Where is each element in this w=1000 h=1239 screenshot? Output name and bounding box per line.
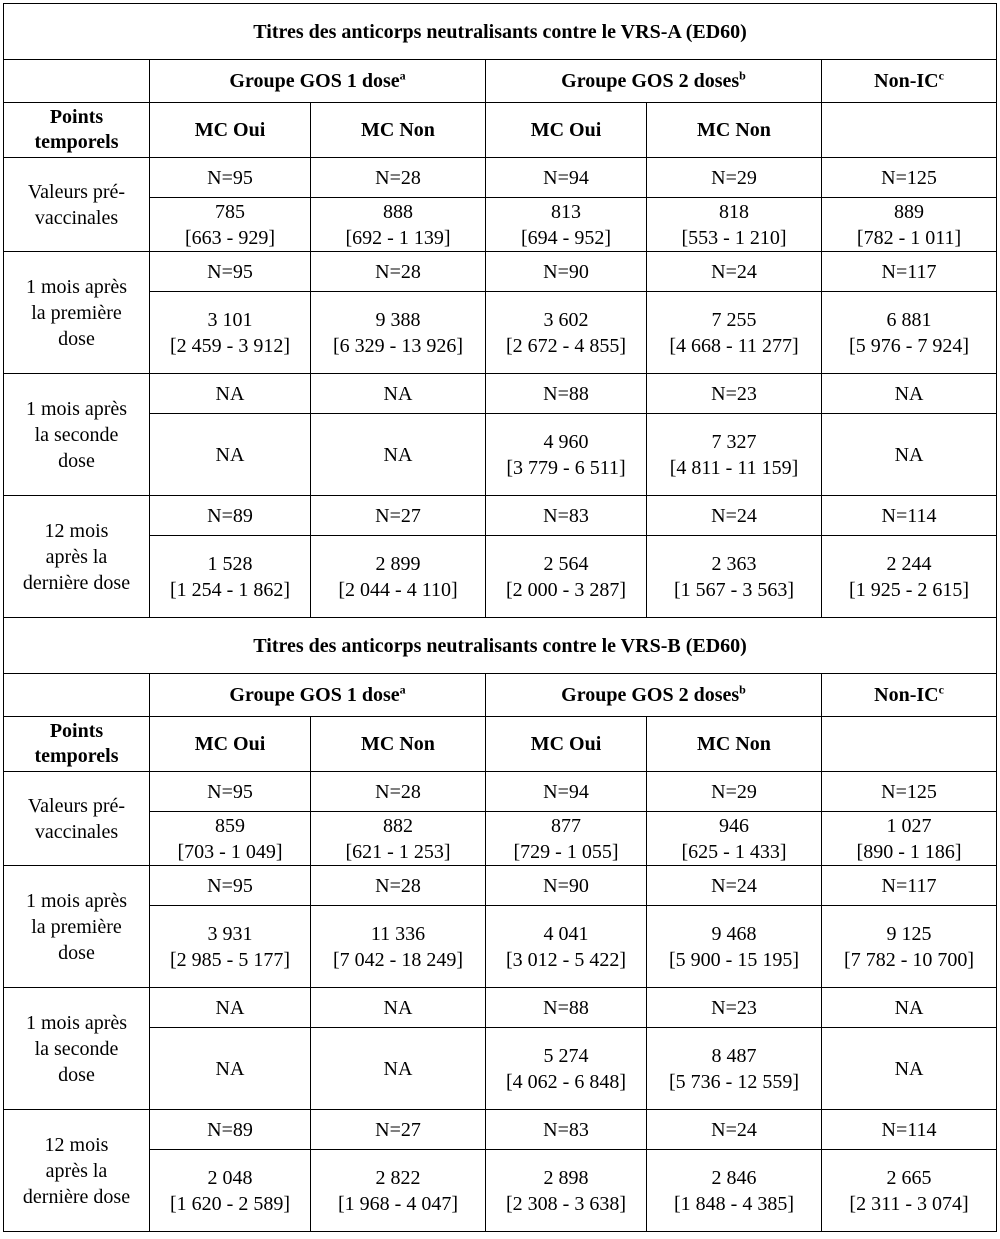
confidence-interval: [4 668 - 11 277] (669, 334, 799, 357)
value-row (4, 414, 997, 496)
titer-cell (647, 536, 822, 618)
time-point-label-line: dose (58, 327, 95, 350)
subgroup-header: MC Oui (486, 103, 647, 158)
subheader-row (4, 103, 997, 158)
titer-value: 888 (383, 200, 413, 223)
titer-cell (150, 414, 311, 496)
count-cell: N=89 (150, 496, 311, 536)
count-cell: N=88 (486, 988, 647, 1028)
titer-value: 6 881 (886, 308, 932, 331)
titer-value: NA (215, 1057, 245, 1080)
titer-cell (647, 1150, 822, 1232)
subgroup-header (822, 717, 997, 772)
time-point-label-line: 1 mois après (25, 397, 128, 420)
subgroup-header: MC Oui (486, 717, 647, 772)
titer-cell (486, 292, 647, 374)
titer-value: 2 846 (711, 1166, 757, 1189)
time-points-header (4, 717, 150, 772)
titer-cell (486, 198, 647, 252)
confidence-interval: [6 329 - 13 926] (333, 334, 463, 357)
titer-cell (311, 812, 486, 866)
titer-value: 1 528 (207, 552, 253, 575)
titer-cell (311, 198, 486, 252)
subheader-row (4, 717, 997, 772)
confidence-interval: [625 - 1 433] (681, 840, 787, 863)
confidence-interval: [2 308 - 3 638] (506, 1192, 626, 1215)
time-point-label-line: 1 mois après (25, 275, 128, 298)
time-point-label-line: dernière dose (22, 571, 131, 594)
confidence-interval: [621 - 1 253] (345, 840, 451, 863)
time-point-label-line: après la (45, 1159, 108, 1182)
count-cell: NA (150, 374, 311, 414)
titer-cell (311, 906, 486, 988)
subgroup-header: MC Non (311, 103, 486, 158)
titer-cell (486, 414, 647, 496)
confidence-interval: [5 900 - 15 195] (669, 948, 799, 971)
count-cell: N=28 (311, 252, 486, 292)
titer-value: 3 602 (543, 308, 589, 331)
confidence-interval: [5 736 - 12 559] (669, 1070, 799, 1093)
footnote-marker: b (739, 68, 746, 83)
titer-cell (150, 1028, 311, 1110)
count-cell: NA (311, 374, 486, 414)
group-header-label: Groupe GOS 2 doses (561, 684, 740, 706)
titer-cell (311, 292, 486, 374)
titer-value: 4 960 (543, 430, 589, 453)
value-row (4, 292, 997, 374)
time-point-label-line: dernière dose (22, 1185, 131, 1208)
footnote-marker: b (739, 682, 746, 697)
count-cell: N=29 (647, 158, 822, 198)
titer-cell (822, 536, 997, 618)
count-cell: N=89 (150, 1110, 311, 1150)
confidence-interval: [1 968 - 4 047] (338, 1192, 458, 1215)
time-points-header-line: temporels (34, 745, 119, 767)
footnote-marker: a (399, 68, 406, 83)
titer-value: 3 101 (207, 308, 253, 331)
titer-value: 889 (894, 200, 925, 223)
count-cell: N=95 (150, 866, 311, 906)
titer-cell (150, 1150, 311, 1232)
titer-cell (486, 1150, 647, 1232)
time-point-label-line: Valeurs pré- (27, 180, 126, 203)
titer-value: NA (215, 443, 245, 466)
titer-cell (311, 1150, 486, 1232)
confidence-interval: [553 - 1 210] (681, 226, 787, 249)
titer-cell (150, 812, 311, 866)
titer-value: 877 (551, 814, 581, 837)
count-row (4, 374, 997, 414)
footnote-marker: c (938, 68, 944, 83)
titer-value: 818 (719, 200, 749, 223)
empty-corner-cell (4, 60, 150, 103)
group-header (150, 60, 486, 103)
count-cell: N=27 (311, 496, 486, 536)
group-header (822, 674, 997, 717)
titer-value: 2 899 (375, 552, 421, 575)
count-row (4, 252, 997, 292)
titer-cell (647, 812, 822, 866)
titer-value: 9 125 (886, 922, 932, 945)
count-cell: N=90 (486, 866, 647, 906)
confidence-interval: [4 811 - 11 159] (669, 456, 799, 479)
empty-corner-cell (4, 674, 150, 717)
titer-cell (486, 812, 647, 866)
count-cell: N=125 (822, 158, 997, 198)
subgroup-header: MC Non (647, 103, 822, 158)
titer-cell (150, 536, 311, 618)
time-points-header-line: Points (49, 106, 104, 128)
confidence-interval: [1 925 - 2 615] (849, 578, 970, 601)
count-row (4, 772, 997, 812)
titer-value: NA (383, 1057, 413, 1080)
titer-cell (486, 906, 647, 988)
titer-value: NA (894, 443, 924, 466)
confidence-interval: [1 620 - 2 589] (170, 1192, 290, 1215)
titer-value: 2 244 (886, 552, 932, 575)
count-cell: N=117 (822, 866, 997, 906)
titer-cell (486, 536, 647, 618)
confidence-interval: [694 - 952] (521, 226, 611, 249)
time-points-header (4, 103, 150, 158)
time-point-label-line: 12 mois (44, 1133, 109, 1156)
time-point-label-line: vaccinales (34, 206, 119, 229)
time-point-label-line: la seconde (34, 1037, 119, 1060)
titer-value: 9 388 (375, 308, 421, 331)
time-point-label (4, 496, 150, 618)
group-header (486, 674, 822, 717)
confidence-interval: [2 459 - 3 912] (170, 334, 290, 357)
count-cell: N=94 (486, 158, 647, 198)
group-header (486, 60, 822, 103)
confidence-interval: [2 000 - 3 287] (506, 578, 626, 601)
count-row (4, 988, 997, 1028)
count-cell: N=24 (647, 496, 822, 536)
time-point-label (4, 252, 150, 374)
antibody-titer-table (3, 3, 997, 1232)
titer-cell (647, 1028, 822, 1110)
count-cell: N=90 (486, 252, 647, 292)
count-cell: N=83 (486, 496, 647, 536)
titer-cell (822, 198, 997, 252)
count-cell: NA (822, 988, 997, 1028)
time-point-label-line: dose (58, 941, 95, 964)
titer-cell (822, 292, 997, 374)
count-cell: N=28 (311, 158, 486, 198)
confidence-interval: [2 672 - 4 855] (506, 334, 626, 357)
titer-value: 2 048 (207, 1166, 253, 1189)
titer-value: 882 (383, 814, 413, 837)
group-header-label: Groupe GOS 1 dose (229, 70, 400, 92)
time-point-label-line: 12 mois (44, 519, 109, 542)
time-points-header-line: Points (49, 720, 104, 742)
count-row (4, 1110, 997, 1150)
count-cell: NA (822, 374, 997, 414)
value-row (4, 198, 997, 252)
value-row (4, 536, 997, 618)
confidence-interval: [1 567 - 3 563] (674, 578, 794, 601)
confidence-interval: [2 044 - 4 110] (338, 578, 458, 601)
count-cell: N=117 (822, 252, 997, 292)
time-point-label-line: la première (31, 301, 122, 324)
count-cell: N=95 (150, 158, 311, 198)
confidence-interval: [782 - 1 011] (856, 226, 962, 249)
section-title: Titres des anticorps neutralisants contre le VRS-A (ED60) (4, 4, 997, 60)
subgroup-header: MC Non (647, 717, 822, 772)
time-point-label-line: 1 mois après (25, 1011, 128, 1034)
titer-cell (647, 292, 822, 374)
group-header (822, 60, 997, 103)
titer-cell (647, 906, 822, 988)
count-cell: N=23 (647, 374, 822, 414)
subgroup-header: MC Non (311, 717, 486, 772)
titer-value: 7 255 (711, 308, 757, 331)
titer-value: 9 468 (711, 922, 757, 945)
value-row (4, 906, 997, 988)
titer-cell (822, 1028, 997, 1110)
time-point-label (4, 1110, 150, 1232)
titer-value: 11 336 (370, 922, 426, 945)
titer-value: 2 665 (886, 1166, 932, 1189)
titer-value: NA (383, 443, 413, 466)
count-cell: N=29 (647, 772, 822, 812)
titer-value: 7 327 (711, 430, 757, 453)
count-cell: N=88 (486, 374, 647, 414)
count-cell: N=114 (822, 496, 997, 536)
confidence-interval: [692 - 1 139] (345, 226, 451, 249)
subgroup-header (822, 103, 997, 158)
group-header-label: Groupe GOS 1 dose (229, 684, 400, 706)
count-cell: N=95 (150, 772, 311, 812)
time-point-label-line: après la (45, 545, 108, 568)
titer-cell (150, 292, 311, 374)
titer-value: 3 931 (207, 922, 253, 945)
confidence-interval: [729 - 1 055] (513, 840, 619, 863)
count-cell: N=28 (311, 866, 486, 906)
time-point-label-line: Valeurs pré- (27, 794, 126, 817)
group-header (150, 674, 486, 717)
count-cell: N=23 (647, 988, 822, 1028)
count-cell: N=24 (647, 866, 822, 906)
group-header-label: Groupe GOS 2 doses (561, 70, 740, 92)
count-cell: N=27 (311, 1110, 486, 1150)
titer-cell (311, 536, 486, 618)
confidence-interval: [1 254 - 1 862] (170, 578, 290, 601)
confidence-interval: [663 - 929] (185, 226, 275, 249)
titer-cell (150, 906, 311, 988)
count-cell: N=95 (150, 252, 311, 292)
time-point-label (4, 158, 150, 252)
group-header-row (4, 60, 997, 103)
time-point-label (4, 988, 150, 1110)
titer-cell (647, 414, 822, 496)
confidence-interval: [2 985 - 5 177] (170, 948, 290, 971)
group-header-label: Non-IC (874, 684, 939, 706)
count-cell: N=94 (486, 772, 647, 812)
section-title: Titres des anticorps neutralisants contre le VRS-B (ED60) (4, 618, 997, 674)
titer-value: 2 822 (375, 1166, 421, 1189)
time-point-label-line: dose (58, 449, 95, 472)
time-points-header-line: temporels (34, 131, 119, 153)
titer-value: 5 274 (543, 1044, 589, 1067)
count-cell: N=83 (486, 1110, 647, 1150)
count-row (4, 158, 997, 198)
footnote-marker: c (938, 682, 944, 697)
titer-cell (311, 414, 486, 496)
group-header-row (4, 674, 997, 717)
titer-value: 4 041 (543, 922, 589, 945)
subgroup-header: MC Oui (150, 103, 311, 158)
confidence-interval: [3 779 - 6 511] (506, 456, 626, 479)
count-cell: NA (311, 988, 486, 1028)
confidence-interval: [7 042 - 18 249] (333, 948, 463, 971)
count-cell: N=24 (647, 1110, 822, 1150)
confidence-interval: [890 - 1 186] (856, 840, 962, 863)
time-point-label (4, 772, 150, 866)
count-cell: NA (150, 988, 311, 1028)
titer-cell (822, 414, 997, 496)
titer-cell (311, 1028, 486, 1110)
count-cell: N=114 (822, 1110, 997, 1150)
section-title-row (4, 618, 997, 674)
section-title-row (4, 4, 997, 60)
count-cell: N=24 (647, 252, 822, 292)
confidence-interval: [1 848 - 4 385] (674, 1192, 794, 1215)
titer-value: 8 487 (711, 1044, 757, 1067)
value-row (4, 1028, 997, 1110)
titer-value: 2 564 (543, 552, 589, 575)
titer-cell (486, 1028, 647, 1110)
confidence-interval: [5 976 - 7 924] (849, 334, 970, 357)
titer-value: 2 898 (543, 1166, 589, 1189)
confidence-interval: [3 012 - 5 422] (506, 948, 626, 971)
titer-value: 785 (215, 200, 245, 223)
titer-cell (647, 198, 822, 252)
count-cell: N=28 (311, 772, 486, 812)
titer-value: 859 (215, 814, 245, 837)
value-row (4, 1150, 997, 1232)
confidence-interval: [7 782 - 10 700] (844, 948, 975, 971)
time-point-label-line: la seconde (34, 423, 119, 446)
confidence-interval: [2 311 - 3 074] (849, 1192, 969, 1215)
titer-value: 1 027 (886, 814, 932, 837)
confidence-interval: [4 062 - 6 848] (506, 1070, 626, 1093)
titer-value: 2 363 (711, 552, 757, 575)
titer-cell (822, 906, 997, 988)
titer-value: 946 (719, 814, 749, 837)
group-header-label: Non-IC (874, 70, 939, 92)
time-point-label (4, 866, 150, 988)
time-point-label-line: la première (31, 915, 122, 938)
titer-cell (822, 1150, 997, 1232)
count-row (4, 496, 997, 536)
time-point-label-line: dose (58, 1063, 95, 1086)
confidence-interval: [703 - 1 049] (177, 840, 283, 863)
titer-value: 813 (551, 200, 581, 223)
titer-cell (822, 812, 997, 866)
titer-cell (150, 198, 311, 252)
value-row (4, 812, 997, 866)
time-point-label-line: 1 mois après (25, 889, 128, 912)
count-row (4, 866, 997, 906)
time-point-label-line: vaccinales (34, 820, 119, 843)
count-cell: N=125 (822, 772, 997, 812)
time-point-label (4, 374, 150, 496)
titer-value: NA (894, 1057, 924, 1080)
subgroup-header: MC Oui (150, 717, 311, 772)
footnote-marker: a (399, 682, 406, 697)
